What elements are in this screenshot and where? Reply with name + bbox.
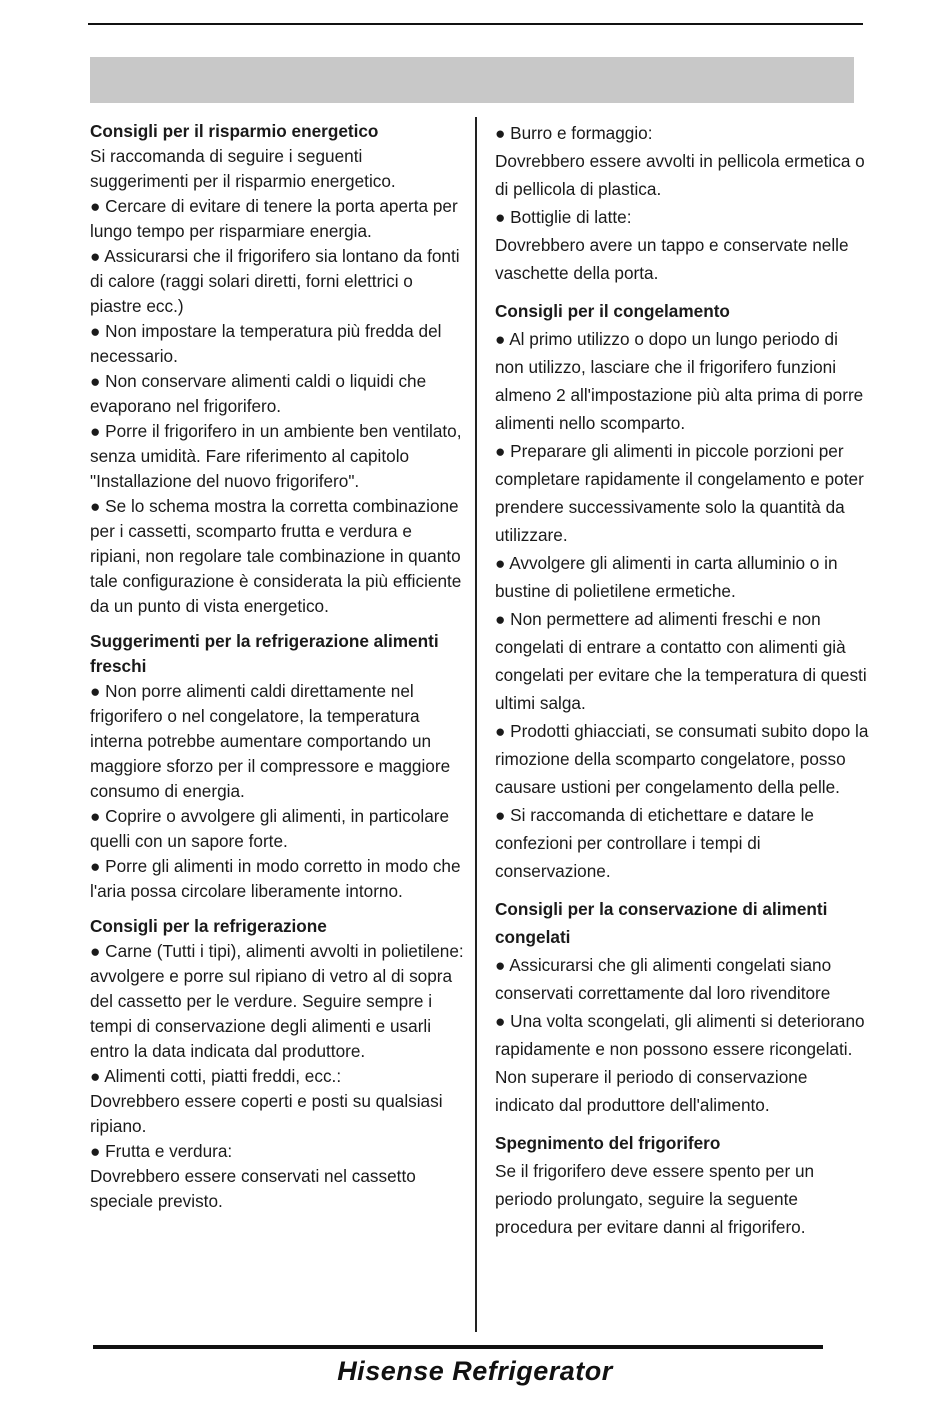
- bullet-item: ● Alimenti cotti, piatti freddi, ecc.:: [90, 1066, 342, 1086]
- bullet-item: ● Bottiglie di latte:: [495, 207, 632, 227]
- bullet-item: ● Porre gli alimenti in modo corretto in modo che l'aria possa circolare liberamente intorno.: [90, 856, 461, 901]
- paragraph: Se il frigorifero deve essere spento per un periodo prolungato, seguire la seguente procedura per evitare danni al frigorifero.: [495, 1161, 815, 1237]
- section-heading: Consigli per il risparmio energetico: [90, 121, 379, 141]
- bullet-item: ● Cercare di evitare di tenere la porta aperta per lungo tempo per risparmiare energia.: [90, 196, 458, 241]
- column-divider: [475, 117, 477, 1332]
- bullet-item: ● Coprire o avvolgere gli alimenti, in particolare quelli con un sapore forte.: [90, 806, 450, 851]
- bullet-item: ● Se lo schema mostra la corretta combinazione per i cassetti, scomparto frutta e verdura e ripiani, non regolare tale combinazione in quanto tale configurazione è considerata la più efficiente da un punto di vista energetico.: [90, 496, 462, 616]
- section-fresh-food: [90, 629, 465, 904]
- bullet-item: ● Non impostare la temperatura più fredda del necessario.: [90, 321, 442, 366]
- paragraph: Dovrebbero essere avvolti in pellicola ermetica o di pellicola di plastica.: [495, 151, 865, 199]
- bullet-item: ● Burro e formaggio:: [495, 123, 653, 143]
- bullet-item: ● Una volta scongelati, gli alimenti si deteriorano rapidamente e non possono essere ricongelati. Non superare il periodo di conservazione indicato dal produttore dell'alimento.: [495, 1011, 865, 1115]
- section-frozen-storage: [495, 895, 870, 1119]
- brand-footer: Hisense Refrigerator: [337, 1356, 613, 1386]
- section-energy-saving: [90, 119, 465, 619]
- bullet-item: ● Prodotti ghiacciati, se consumati subito dopo la rimozione della scomparto congelatore, posso causare ustioni per congelamento della pelle.: [495, 721, 869, 797]
- bullet-item: ● Avvolgere gli alimenti in carta alluminio o in bustine di polietilene ermetiche.: [495, 553, 838, 601]
- header-band: [90, 57, 854, 103]
- bullet-item: ● Non porre alimenti caldi direttamente nel frigorifero o nel congelatore, la temperatura interna potrebbe aumentare comportando un maggiore sforzo per il compressore e maggiore consumo di energia.: [90, 681, 451, 801]
- section-freezing: [495, 297, 870, 885]
- section-heading: Spegnimento del frigorifero: [495, 1133, 721, 1153]
- bullet-item: ● Si raccomanda di etichettare e datare le confezioni per controllare i tempi di conservazione.: [495, 805, 814, 881]
- bullet-item: ● Assicurarsi che gli alimenti congelati siano conservati correttamente dal loro rivenditore: [495, 955, 832, 1003]
- paragraph: Dovrebbero essere coperti e posti su qualsiasi ripiano.: [90, 1091, 443, 1136]
- paragraph: Si raccomanda di seguire i seguenti suggerimenti per il risparmio energetico.: [90, 146, 396, 191]
- bullet-item: ● Carne (Tutti i tipi), alimenti avvolti in polietilene: avvolgere e porre sul ripiano di vetro al di sopra del cassetto per le verdure. Seguire sempre i tempi di conservazione degli alimenti e usarli entro la data indicata dal produttore.: [90, 941, 464, 1061]
- paragraph: Dovrebbero essere conservati nel cassetto speciale previsto.: [90, 1166, 416, 1211]
- paragraph: Dovrebbero avere un tappo e conservate nelle vaschette della porta.: [495, 235, 849, 283]
- bullet-item: ● Porre il frigorifero in un ambiente ben ventilato, senza umidità. Fare riferimento al capitolo "Installazione del nuovo frigorifero".: [90, 421, 462, 491]
- section-heading: Consigli per la refrigerazione: [90, 916, 327, 936]
- bullet-item: ● Al primo utilizzo o dopo un lungo periodo di non utilizzo, lasciare che il frigorifero funzioni almeno 2 all'impostazione più alta prima di porre alimenti nello scomparto.: [495, 329, 864, 433]
- bullet-item: ● Non conservare alimenti caldi o liquidi che evaporano nel frigorifero.: [90, 371, 427, 416]
- bullet-item: ● Preparare gli alimenti in piccole porzioni per completare rapidamente il congelamento e poter prendere successivamente solo la quantità da utilizzare.: [495, 441, 864, 545]
- section-heading: Suggerimenti per la refrigerazione alimenti freschi: [90, 631, 439, 676]
- section-dairy: [495, 119, 870, 287]
- right-column: [495, 119, 870, 1251]
- section-heading: Consigli per il congelamento: [495, 301, 730, 321]
- left-column: [90, 119, 465, 1224]
- section-heading: Consigli per la conservazione di alimenti congelati: [495, 899, 828, 947]
- bullet-item: ● Frutta e verdura:: [90, 1141, 233, 1161]
- bullet-item: ● Non permettere ad alimenti freschi e non congelati di entrare a contatto con alimenti già congelati per evitare che la temperatura di questi ultimi salga.: [495, 609, 867, 713]
- bottom-rule: [93, 1345, 823, 1349]
- bullet-item: ● Assicurarsi che il frigorifero sia lontano da fonti di calore (raggi solari diretti, forni elettrici o piastre ecc.): [90, 246, 460, 316]
- section-refrigeration: [90, 914, 465, 1214]
- section-switch-off: [495, 1129, 870, 1241]
- top-rule: [88, 23, 863, 25]
